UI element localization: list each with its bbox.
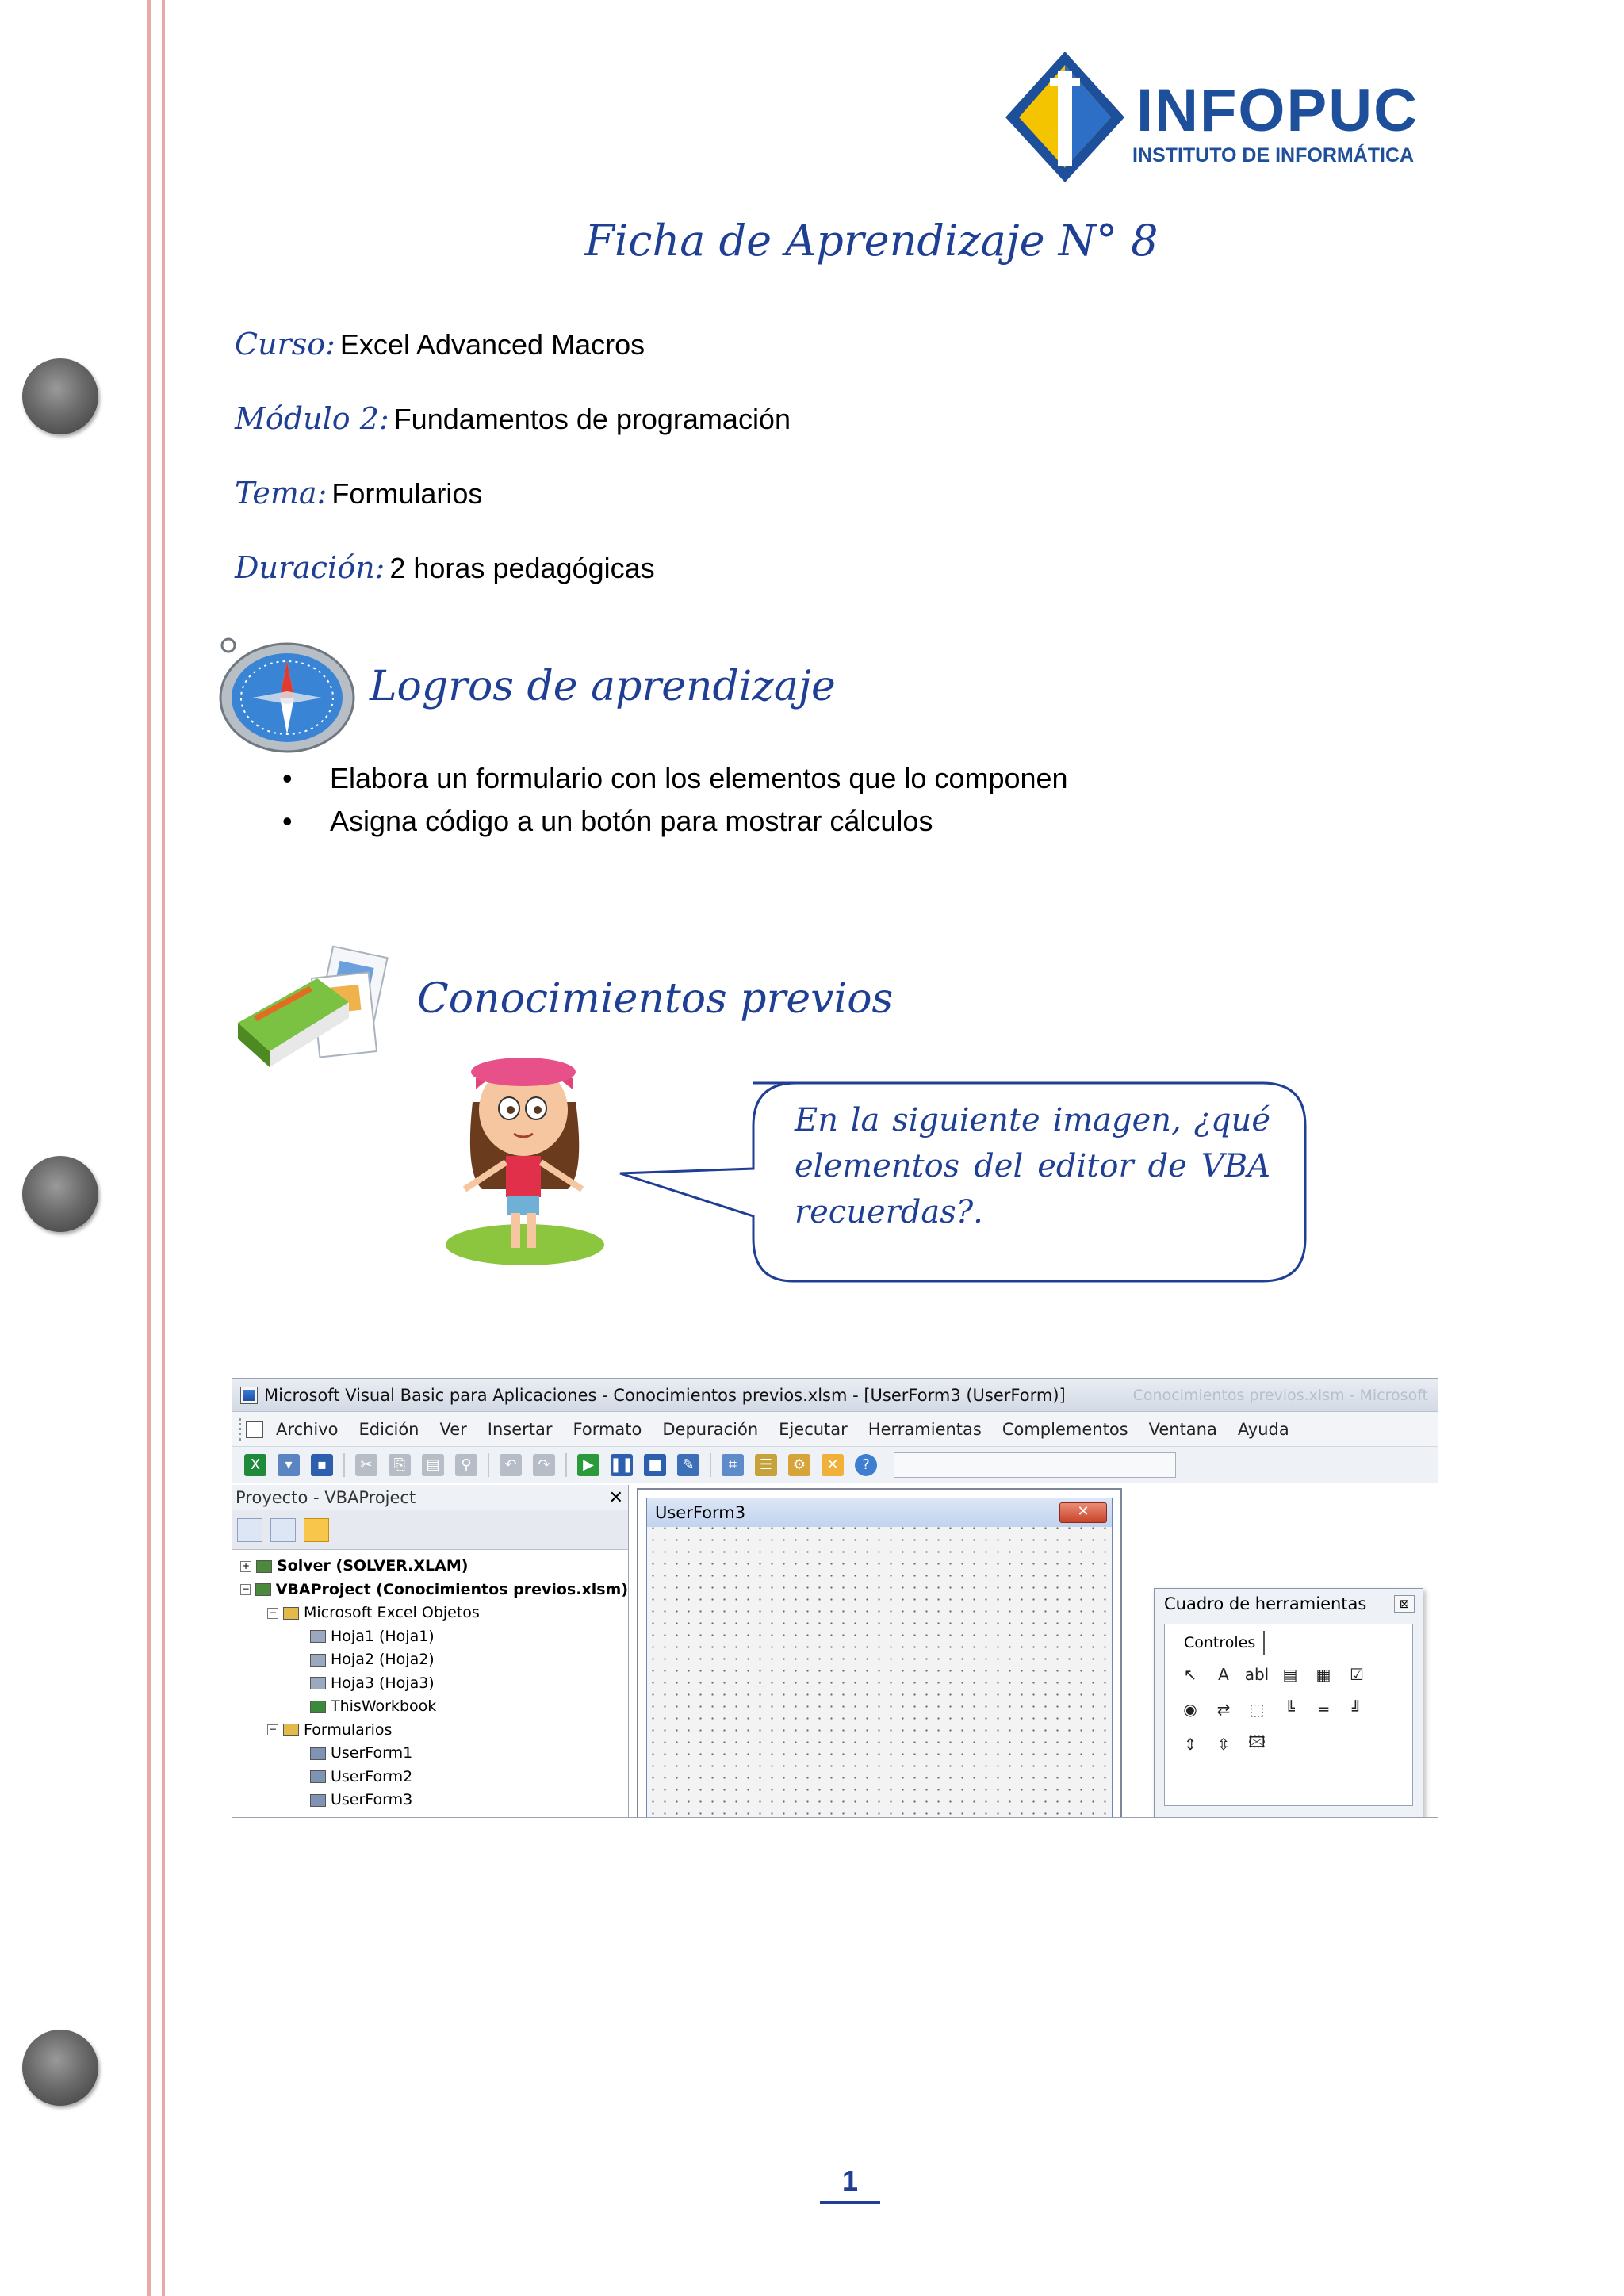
- view-code-icon[interactable]: [237, 1518, 262, 1542]
- infopuc-logo-mark-icon: [998, 48, 1132, 186]
- find-icon[interactable]: ⚲: [455, 1454, 477, 1476]
- toolbar-separator: [565, 1453, 567, 1477]
- menu-insertar[interactable]: Insertar: [487, 1419, 553, 1439]
- logros-list: [282, 757, 1068, 843]
- compass-icon: [217, 634, 357, 755]
- conocimientos-title: Conocimientos previos: [417, 975, 894, 1023]
- module-icon: [310, 1630, 326, 1643]
- vba-project-icon: [255, 1583, 270, 1596]
- menu-herramientas[interactable]: Herramientas: [868, 1419, 982, 1439]
- toolbox-control-icon[interactable]: ◉: [1183, 1700, 1197, 1719]
- logros-title: Logros de aprendizaje: [370, 663, 836, 710]
- tree-node[interactable]: [240, 1719, 628, 1743]
- tree-node[interactable]: [240, 1648, 628, 1672]
- tree-node[interactable]: [240, 1601, 628, 1625]
- info-duracion: [235, 550, 655, 585]
- userform-titlebar: [647, 1498, 1112, 1527]
- vba-editor-screenshot: [232, 1378, 1438, 1818]
- module-icon: [310, 1654, 326, 1667]
- project-explorer-icon[interactable]: ⌗: [722, 1454, 744, 1476]
- vba-project-icon: [256, 1560, 272, 1573]
- tree-node-label: Solver (SOLVER.XLAM): [277, 1557, 469, 1575]
- info-label: Tema:: [235, 476, 327, 511]
- expand-icon[interactable]: +: [241, 1559, 251, 1571]
- toolbar-combo[interactable]: [894, 1452, 1176, 1478]
- tree-node[interactable]: [240, 1555, 628, 1578]
- module-icon: [310, 1770, 326, 1783]
- page-title: Ficha de Aprendizaje N° 8: [584, 216, 1159, 266]
- toolbox-control-icon[interactable]: ⇕: [1183, 1735, 1197, 1754]
- info-curso: [235, 327, 645, 362]
- toolbox-header: [1155, 1589, 1423, 1619]
- folder-icon: [283, 1607, 299, 1620]
- menu-complementos[interactable]: Complementos: [1002, 1419, 1128, 1439]
- pause-icon[interactable]: ❚❚: [611, 1454, 633, 1476]
- toolbox-control-icon[interactable]: abl: [1244, 1665, 1270, 1684]
- menu-ayuda[interactable]: Ayuda: [1237, 1419, 1289, 1439]
- toolbox-control-icon[interactable]: 🖾: [1248, 1732, 1266, 1751]
- info-value: Formularios: [331, 477, 483, 510]
- tree-node-label: UserForm1: [331, 1744, 413, 1762]
- logo-brand: INFOPUC: [1136, 77, 1419, 144]
- tree-node[interactable]: [240, 1625, 628, 1649]
- tree-node[interactable]: [240, 1742, 628, 1766]
- collapse-icon[interactable]: −: [268, 1606, 278, 1618]
- module-icon: [310, 1677, 326, 1689]
- menu-grip-icon: [239, 1418, 266, 1441]
- undo-icon[interactable]: ↶: [500, 1454, 522, 1476]
- toolbox-control-icon[interactable]: ╚: [1285, 1700, 1296, 1719]
- toolbox-control-icon[interactable]: ▤: [1282, 1665, 1298, 1684]
- project-explorer-panel: [232, 1485, 629, 1818]
- menu-ventana[interactable]: Ventana: [1148, 1419, 1217, 1439]
- project-explorer-header: [232, 1485, 628, 1510]
- folder-icon: [283, 1724, 299, 1736]
- toolbox-control-icon[interactable]: ⬚: [1249, 1700, 1265, 1719]
- view-object-icon[interactable]: [270, 1518, 296, 1542]
- properties-icon[interactable]: ☰: [755, 1454, 777, 1476]
- help-icon[interactable]: ?: [855, 1454, 877, 1476]
- toolbar-separator: [488, 1453, 489, 1477]
- binder-hole-middle: [22, 1156, 98, 1232]
- stop-icon[interactable]: ■: [644, 1454, 666, 1476]
- tree-node-label: VBAProject (Conocimientos previos.xlsm): [275, 1580, 628, 1598]
- toggle-folders-icon[interactable]: [304, 1518, 329, 1542]
- toolbar-separator: [710, 1453, 711, 1477]
- toolbox-icon[interactable]: ✕: [822, 1454, 844, 1476]
- redo-icon[interactable]: ↷: [533, 1454, 555, 1476]
- collapse-icon[interactable]: −: [241, 1583, 250, 1595]
- project-tree: [232, 1550, 628, 1812]
- tree-node[interactable]: [240, 1695, 628, 1719]
- excel-view-icon[interactable]: X: [244, 1454, 266, 1476]
- run-icon[interactable]: ▶: [577, 1454, 599, 1476]
- toolbox-control-icon[interactable]: ⇳: [1216, 1735, 1231, 1754]
- logo-subtitle: INSTITUTO DE INFORMÁTICA: [1132, 144, 1415, 166]
- project-explorer-tools: [232, 1510, 628, 1550]
- info-label: Módulo 2:: [235, 401, 389, 436]
- toolbox-window: [1154, 1588, 1423, 1818]
- cut-icon[interactable]: ✂: [355, 1454, 377, 1476]
- menu-ejecutar[interactable]: Ejecutar: [779, 1419, 848, 1439]
- binder-hole-top: [22, 358, 98, 434]
- project-explorer-title: Proyecto - VBAProject: [236, 1488, 416, 1507]
- toolbox-control-icon[interactable]: ⇄: [1216, 1700, 1231, 1719]
- collapse-icon[interactable]: −: [268, 1724, 278, 1735]
- info-value: Excel Advanced Macros: [339, 328, 645, 361]
- book-icon: [230, 943, 396, 1078]
- tree-node-label: UserForm3: [331, 1791, 413, 1808]
- toolbox-control-icon[interactable]: ▦: [1316, 1665, 1331, 1684]
- vba-window-title: Microsoft Visual Basic para Aplicaciones - Conocimientos previos.xlsm - [UserForm3 (UserForm)]: [264, 1385, 1066, 1405]
- tree-node-label: UserForm2: [331, 1767, 413, 1785]
- toolbox-control-icon[interactable]: ☑: [1350, 1665, 1364, 1684]
- tab-controles[interactable]: Controles: [1176, 1631, 1265, 1655]
- toolbox-control-icon[interactable]: ═: [1318, 1700, 1329, 1719]
- object-browser-icon[interactable]: ⚙: [788, 1454, 810, 1476]
- copy-icon[interactable]: ⎘: [389, 1454, 411, 1476]
- design-mode-icon[interactable]: ✎: [677, 1454, 699, 1476]
- close-icon[interactable]: ✕: [608, 1487, 623, 1508]
- tree-node[interactable]: [240, 1766, 628, 1789]
- insert-userform-icon[interactable]: ▾: [278, 1454, 300, 1476]
- tree-node[interactable]: [240, 1578, 628, 1602]
- module-icon: [310, 1701, 326, 1713]
- info-value: Fundamentos de programación: [393, 403, 791, 435]
- close-icon[interactable]: ✕: [1059, 1502, 1107, 1523]
- close-icon[interactable]: ⊠: [1394, 1595, 1415, 1613]
- speech-bubble-text: En la siguiente imagen, ¿qué elementos del editor de VBA recuerdas?.: [795, 1102, 1270, 1230]
- info-label: Duración:: [235, 550, 385, 585]
- info-value: 2 horas pedagógicas: [389, 552, 655, 584]
- binder-hole-bottom: [22, 2030, 98, 2106]
- vba-toolbar: [232, 1447, 1438, 1483]
- info-tema: [235, 476, 482, 511]
- vba-titlebar: [232, 1379, 1438, 1412]
- tree-node-label: Hoja3 (Hoja3): [331, 1674, 435, 1692]
- save-icon[interactable]: ▪: [311, 1454, 333, 1476]
- module-icon: [310, 1794, 326, 1807]
- toolbar-separator: [343, 1453, 345, 1477]
- margin-line-right: [162, 0, 165, 2296]
- girl-character-icon: [441, 1054, 607, 1269]
- tree-node-label: Hoja2 (Hoja2): [331, 1651, 435, 1668]
- margin-line-left: [147, 0, 151, 2296]
- page-number: 1: [820, 2164, 880, 2204]
- menu-ver[interactable]: Ver: [439, 1419, 467, 1439]
- info-modulo: [235, 401, 791, 436]
- toolbox-control-icon[interactable]: A: [1218, 1665, 1229, 1684]
- toolbox-control-icon[interactable]: ↖: [1183, 1665, 1197, 1684]
- tree-node-label: Hoja1 (Hoja1): [331, 1627, 435, 1645]
- toolbox-body: [1164, 1624, 1413, 1806]
- menu-formato[interactable]: Formato: [573, 1419, 642, 1439]
- toolbox-title: Cuadro de herramientas: [1164, 1594, 1367, 1613]
- toolbox-control-icon[interactable]: ╝: [1351, 1700, 1362, 1719]
- userform-caption: UserForm3: [655, 1503, 746, 1522]
- paste-icon[interactable]: ▤: [422, 1454, 444, 1476]
- list-item: • Asigna código a un botón para mostrar cálculos: [282, 800, 1068, 843]
- userform-window[interactable]: [646, 1498, 1113, 1818]
- vba-menubar: [232, 1412, 1438, 1447]
- tree-node-label: Microsoft Excel Objetos: [304, 1604, 480, 1621]
- userform-designer: [637, 1488, 1122, 1818]
- infopuc-logo: [998, 48, 1426, 186]
- list-item: • Elabora un formulario con los elementos que lo componen: [282, 757, 1068, 800]
- info-label: Curso:: [235, 327, 335, 362]
- tree-node[interactable]: [240, 1672, 628, 1696]
- vba-app-icon: [240, 1387, 258, 1404]
- menu-archivo[interactable]: Archivo: [276, 1419, 339, 1439]
- tree-node-label: Formularios: [304, 1720, 393, 1739]
- menu-edicion[interactable]: Edición: [358, 1419, 419, 1439]
- tree-node[interactable]: [240, 1789, 628, 1812]
- module-icon: [310, 1747, 326, 1760]
- vba-ghost-title: Conocimientos previos.xlsm - Microsoft: [1132, 1386, 1428, 1404]
- menu-depuracion[interactable]: Depuración: [662, 1419, 759, 1439]
- tree-node-label: ThisWorkbook: [331, 1697, 437, 1715]
- toolbox-controls: [1176, 1661, 1401, 1758]
